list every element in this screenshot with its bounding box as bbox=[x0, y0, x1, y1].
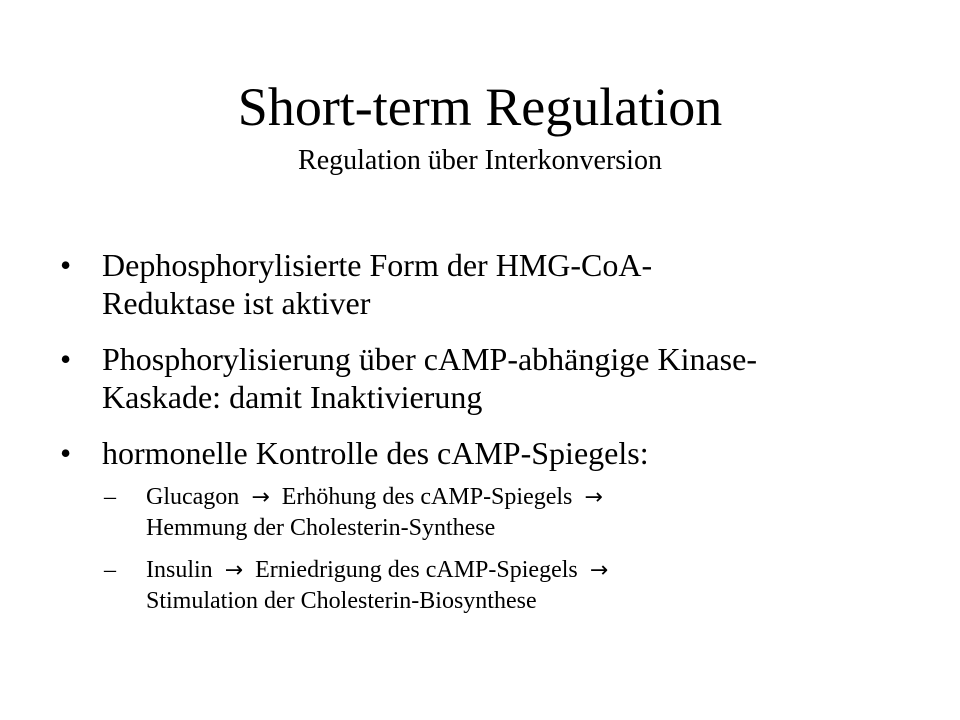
bullet-line: Reduktase ist aktiver bbox=[102, 285, 371, 321]
sub-bullet-marker: – bbox=[104, 484, 116, 510]
bullet-line: Dephosphorylisierte Form der HMG-CoA- bbox=[102, 247, 653, 283]
slide-subtitle: Regulation über Interkonversion bbox=[298, 145, 662, 176]
arrow-right-icon: → bbox=[224, 558, 244, 583]
arrow-right-icon: → bbox=[584, 485, 603, 510]
sub-bullet-text: Glucagon bbox=[146, 484, 240, 510]
slide-title: Short-term Regulation bbox=[237, 77, 723, 137]
sub-bullet-line: Stimulation der Cholesterin-Biosynthese bbox=[146, 588, 537, 614]
bullet-item bbox=[60, 340, 920, 416]
sub-bullet-item bbox=[104, 555, 920, 616]
sub-bullet-line: Hemmung der Cholesterin-Synthese bbox=[146, 515, 496, 541]
sub-bullet-list bbox=[104, 482, 920, 616]
sub-bullet-line bbox=[146, 482, 920, 513]
arrow-right-icon: → bbox=[589, 558, 609, 583]
bullet-line: Phosphorylisierung über cAMP-abhängige Kinase- bbox=[102, 341, 757, 377]
bullet-item bbox=[60, 246, 920, 322]
sub-bullet-text: Erhöhung des cAMP-Spiegels bbox=[281, 484, 573, 510]
bullet-line: hormonelle Kontrolle des cAMP-Spiegels: bbox=[102, 435, 649, 471]
bullet-marker: • bbox=[60, 435, 72, 471]
sub-bullet-text: Erniedrigung des cAMP-Spiegels bbox=[255, 557, 578, 583]
sub-bullet-item bbox=[104, 482, 920, 543]
bullet-marker: • bbox=[60, 247, 72, 283]
bullet-line: Kaskade: damit Inaktivierung bbox=[102, 379, 483, 415]
bullet-item bbox=[60, 434, 920, 472]
sub-bullet-marker: – bbox=[104, 557, 116, 583]
bullet-list bbox=[60, 246, 920, 628]
sub-bullet-line bbox=[146, 555, 920, 586]
arrow-right-icon: → bbox=[251, 485, 270, 510]
sub-bullet-text: Insulin bbox=[146, 557, 213, 583]
bullet-marker: • bbox=[60, 341, 72, 377]
